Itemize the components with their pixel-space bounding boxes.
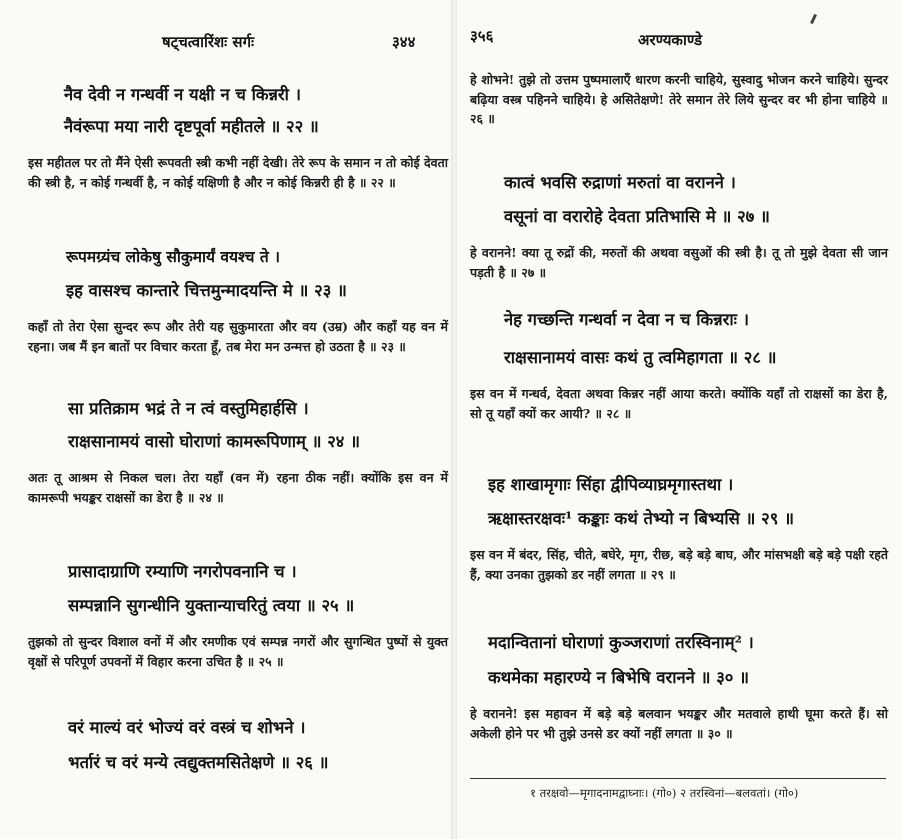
verse-27-line-2: वसूनां वा वरारोहे देवता प्रतिभासि मे ॥ २७ ॥ (504, 207, 770, 226)
verse-23-line-1: रूपमग्र्यंच लोकेषु सौकुमार्यं वयश्च ते । (66, 247, 280, 266)
verse-29-line-1: इह शाखामृगाः सिंहा द्वीपिव्याघ्रमृगास्तथा । (488, 475, 734, 494)
verse-27-line-1: कात्वं भवसि रुद्राणां मरुतां वा वरानने । (504, 173, 736, 192)
translation-24: अतः तू आश्रम से निकल चल। तेरा यहाँ (वन में) रहना ठीक नहीं। क्योंकि इस वन में कामरूपी भयङ्कर राक्षसों का डेरा है ॥ २४ ॥ (28, 470, 448, 505)
footnote: १ तरक्षवो—मृगादनामद्वाघ्नाः। (गो०) २ तरस्विनां—बलवतां। (गो०) (530, 786, 799, 800)
verse-29-line-2: ऋक्षास्तरक्षवः¹ कङ्काः कथं तेभ्यो न बिभ्यसि ॥ २९ ॥ (488, 509, 794, 528)
translation-27: हे वरानने! क्या तू रुद्रों की, मरुतों की अथवा वसुओं की स्त्री है। तू तो मुझे देवता सी जान पड़ती है ॥ २७ ॥ (470, 245, 888, 280)
translation-23: कहाँ तो तेरा ऐसा सुन्दर रूप और तेरी यह सुकुमारता और वय (उम्र) और कहाँ यह वन में रहना। जब मैं इन बातों पर विचार करता हूँ, तब मेरा मन उन्मत्त हो उठता है ॥ २३ ॥ (28, 319, 448, 354)
verse-28-line-1: नेह गच्छन्ति गन्धर्वा न देवा न च किन्नराः । (504, 310, 749, 329)
translation-25: तुझको तो सुन्दर विशाल वनों में और रमणीक एवं सम्पन्न नगरों और सुगन्धित पुष्पों से युक्त वृक्षों से परिपूर्ण उपवनों में विहार करना उचित है ॥ २५ ॥ (28, 634, 448, 669)
left-header-title: षट्चत्वारिंशः सर्गः (162, 33, 255, 51)
book-gutter (451, 0, 457, 839)
right-page-number: ३५६ (470, 27, 494, 45)
translation-26: हे शोभने! तुझे तो उत्तम पुष्पमालाएँ धारण करनी चाहिये, सुस्वादु भोजन करने चाहिये। सुन्दर बढ़िया वस्त्र पहिनने चाहिये। हे असितेक्षणे! तेरे समान तेरे लिये सुन्दर वर भी होना चाहिये ॥ २६ ॥ (470, 72, 888, 126)
footnote-rule (470, 778, 886, 779)
translation-28: इस वन में गन्धर्व, देवता अथवा किन्नर नहीं आया करते। क्योंकि यहाँ तो राक्षसों का डेरा है, सो तू यहाँ क्यों कर आयी? ॥ २८ ॥ (470, 386, 888, 421)
verse-28-line-2: राक्षसानामयं वासः कथं तु त्वमिहागता ॥ २८ ॥ (504, 348, 777, 367)
verse-23-line-2: इह वासश्च कान्तारे चित्तमुन्मादयन्ति मे ॥ २३ ॥ (66, 281, 347, 300)
verse-30-line-1: मदान्वितानां घोराणां कुञ्जराणां तरस्विनाम्² । (488, 633, 754, 652)
verse-30-line-2: कथमेका महारण्ये न बिभेषि वरानने ॥ ३० ॥ (488, 668, 749, 687)
translation-22: इस महीतल पर तो मैंने ऐसी रूपवती स्त्री कभी नहीं देखी। तेरे रूप के समान न तो कोई देवता की स्त्री है, न कोई गन्धर्वी है, न कोई यक्षिणी है और न कोई किन्नरी ही है ॥ २२ ॥ (28, 155, 448, 190)
verse-24-line-2: राक्षसानामयं वासो घोराणां कामरूपिणाम् ॥ २४ ॥ (68, 432, 361, 451)
verse-22-line-2: नैवंरूपा मया नारी दृष्टपूर्वा महीतले ॥ २२ ॥ (64, 117, 319, 136)
verse-25-line-2: सम्पन्नानि सुगन्धीनि युक्तान्याचरितुं त्वया ॥ २५ ॥ (68, 596, 355, 615)
verse-26-line-1: वरं माल्यं वरं भोज्यं वरं वस्त्रं च शोभने । (68, 718, 306, 737)
verse-24-line-1: सा प्रतिक्राम भद्रं ते न त्वं वस्तुमिहार्हसि । (68, 399, 309, 418)
verse-25-line-1: प्रासादाग्राणि रम्याणि नगरोपवनानि च । (68, 562, 297, 581)
translation-29: इस वन में बंदर, सिंह, चीते, बघेरे, मृग, रीछ, बड़े बड़े बाघ, और मांसभक्षी बड़े बड़े पक्षी रहते हैं, क्या उनका तुझको डर नहीं लगता ॥ २९ ॥ (470, 547, 888, 582)
translation-30: हे वरानने! इस महावन में बड़े बड़े बलवान भयङ्कर और मतवाले हाथी घूमा करते हैं। सो अकेली होने पर भी तुझे उनसे डर क्यों नहीं लगता ॥ ३० ॥ (470, 706, 888, 741)
right-page (458, 0, 902, 839)
verse-22-line-1: नैव देवी न गन्धर्वी न यक्षी न च किन्नरी । (64, 85, 301, 104)
verse-26-line-2: भर्तारं च वरं मन्ये त्वद्युक्तमसितेक्षणे ॥ २६ ॥ (68, 753, 329, 772)
right-header-title: अरण्यकाण्डे (638, 31, 702, 49)
left-page-number: ३४४ (392, 33, 416, 51)
